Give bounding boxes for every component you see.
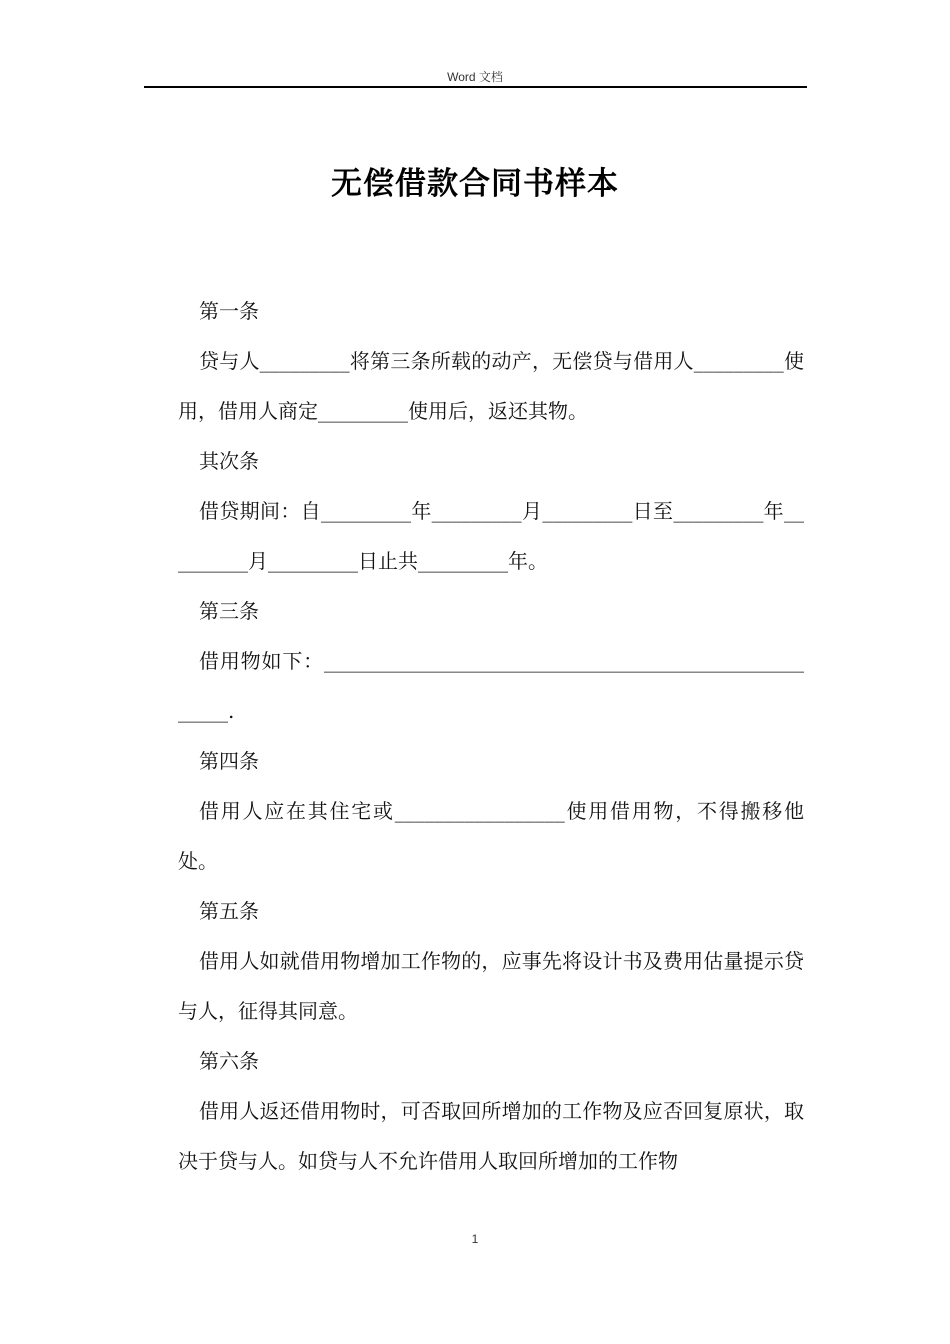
document-title: 无偿借款合同书样本 bbox=[331, 166, 619, 202]
article-heading-4: 第四条 bbox=[199, 749, 259, 773]
document-body bbox=[178, 286, 804, 1186]
page-number: 1 bbox=[471, 1232, 479, 1246]
article-heading-1: 第一条 bbox=[199, 299, 259, 323]
article-heading-6: 第六条 bbox=[199, 1049, 259, 1073]
article-text-5: 借用人如就借用物增加工作物的，应事先将设计书及费用估量提示贷与人，征得其同意。 bbox=[178, 949, 804, 1023]
article-text-3: 借用物如下：_____________________________________________________. bbox=[178, 649, 804, 723]
page-header: Word 文档 bbox=[447, 70, 503, 84]
article-heading-5: 第五条 bbox=[199, 899, 259, 923]
article-text-4: 借用人应在其住宅或_________________使用借用物，不得搬移他处。 bbox=[178, 799, 804, 873]
article-text-2: 借贷期间：自_________年_________月_________日至_________年_________月_________日止共_________年。 bbox=[178, 499, 804, 573]
article-heading-3: 第三条 bbox=[199, 599, 259, 623]
article-heading-2: 其次条 bbox=[199, 449, 259, 473]
header-rule bbox=[144, 86, 807, 88]
article-text-6: 借用人返还借用物时，可否取回所增加的工作物及应否回复原状，取决于贷与人。如贷与人不允许借用人取回所增加的工作物 bbox=[178, 1099, 804, 1173]
article-text-1: 贷与人_________将第三条所载的动产，无偿贷与借用人_________使用，借用人商定_________使用后，返还其物。 bbox=[178, 349, 804, 423]
